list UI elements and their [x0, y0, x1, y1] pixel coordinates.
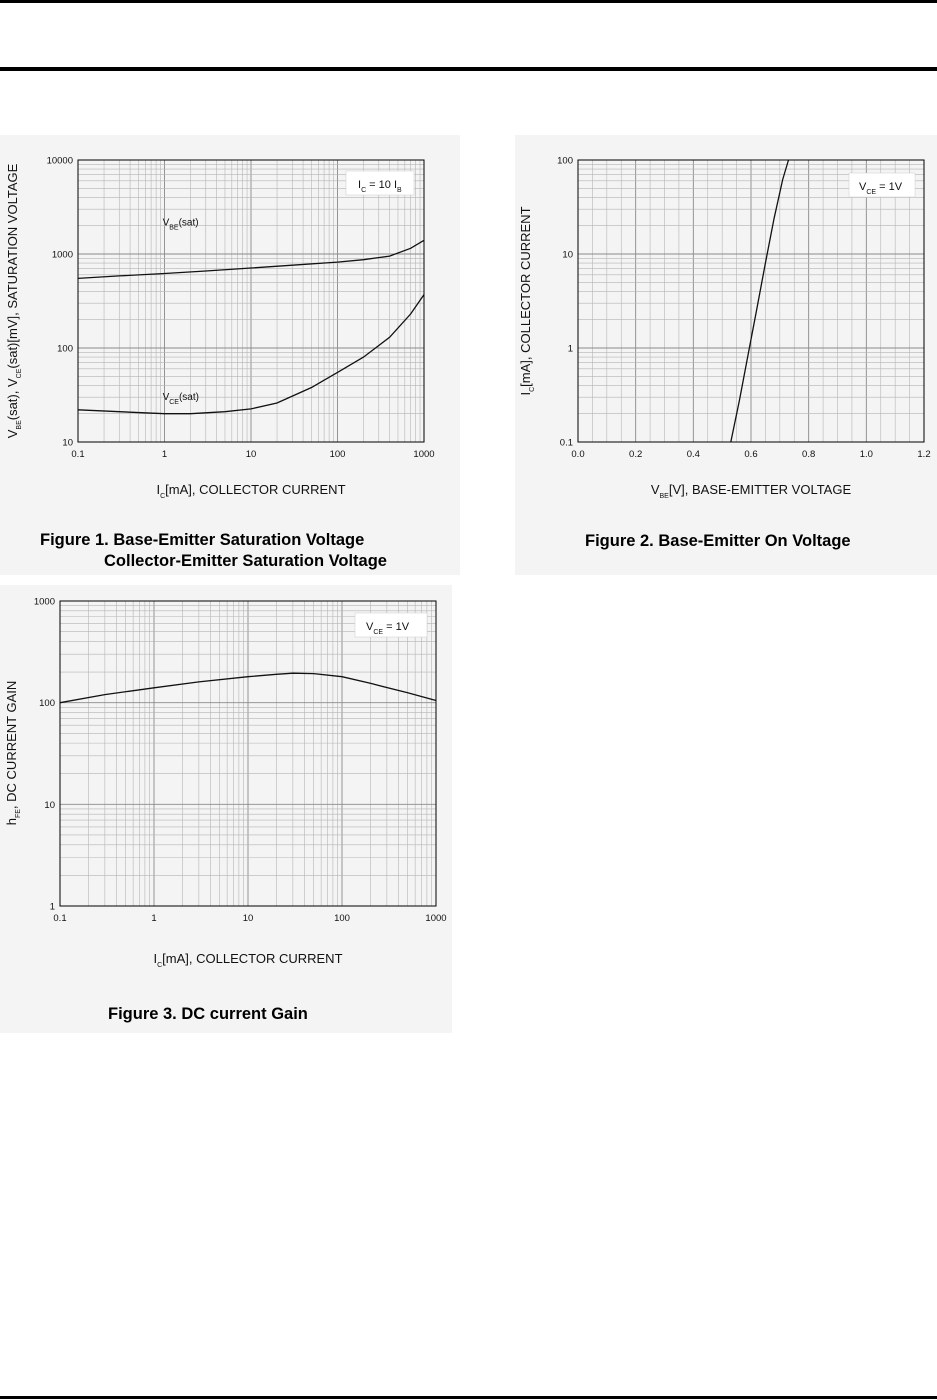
- figure-caption-line-1: Figure 1. Base-Emitter Saturation Voltage: [40, 531, 365, 549]
- x-tick-label: 1.0: [859, 449, 873, 460]
- x-axis-label: $I_C[mA]$, COLLECTOR CURRENT: [153, 951, 343, 969]
- footer-rule: [0, 1396, 937, 1399]
- x-axis-label: $V_{BE}[V]$, BASE-EMITTER VOLTAGE: [650, 482, 852, 500]
- figure-2-base-emitter-on-voltage: [515, 135, 937, 575]
- x-tick-label: 0.1: [71, 449, 85, 460]
- legend-label: $V_{CE} = 1V$: [366, 621, 410, 636]
- legend-label: $V_{CE} = 1V$: [859, 181, 903, 196]
- x-tick-label: 10: [242, 913, 254, 924]
- legend-label: $I_C = 10$ $I_B$: [358, 179, 402, 194]
- figure-caption-line-1: Figure 2. Base-Emitter On Voltage: [585, 532, 851, 550]
- y-axis-label: $V_{BE}(sat)$, $V_{CE}(sat)[mV]$, SATURATION VOLTAGE: [5, 163, 23, 439]
- y-axis-label: $h_{FE}$, DC CURRENT GAIN: [4, 680, 22, 826]
- x-tick-label: 0.0: [571, 449, 585, 460]
- x-tick-label: 100: [334, 913, 350, 924]
- top-rule: [0, 0, 937, 3]
- x-tick-label: 0.1: [53, 913, 67, 924]
- x-tick-label: 1000: [413, 449, 435, 460]
- y-tick-label: 1: [49, 901, 55, 913]
- y-tick-label: 1000: [33, 596, 55, 608]
- x-tick-label: 0.2: [629, 449, 643, 460]
- header-rule: [0, 67, 937, 71]
- y-tick-label: 10: [562, 249, 573, 261]
- x-tick-label: 100: [329, 449, 346, 460]
- x-tick-label: 1: [151, 913, 157, 924]
- figure-1-base-emitter-saturation-voltage: [0, 135, 460, 575]
- y-tick-label: 10000: [46, 155, 73, 167]
- x-tick-label: 0.8: [802, 449, 816, 460]
- y-tick-label: 1000: [51, 249, 73, 261]
- x-tick-label: 0.4: [686, 449, 700, 460]
- x-tick-label: 1000: [425, 913, 447, 924]
- x-tick-label: 1: [161, 449, 168, 460]
- y-tick-label: 100: [57, 343, 73, 355]
- x-tick-label: 10: [245, 449, 257, 460]
- y-tick-label: 100: [39, 698, 55, 710]
- series-label: $V_{CE}(sat)$: [162, 391, 199, 406]
- figure-caption-line-2: Collector-Emitter Saturation Voltage: [104, 552, 387, 570]
- x-tick-label: 0.6: [744, 449, 758, 460]
- y-tick-label: 100: [557, 155, 573, 167]
- figure-caption-line-1: Figure 3. DC current Gain: [108, 1005, 308, 1023]
- figure-3-dc-current-gain: [0, 585, 452, 1033]
- series-label: $V_{BE}(sat)$: [162, 217, 199, 232]
- y-tick-label: 10: [62, 437, 73, 449]
- y-tick-label: 0.1: [559, 437, 573, 449]
- x-axis-label: $I_C[mA]$, COLLECTOR CURRENT: [156, 482, 346, 500]
- y-tick-label: 10: [44, 799, 55, 811]
- y-axis-label: $I_C[mA]$, COLLECTOR CURRENT: [518, 206, 536, 396]
- y-tick-label: 1: [567, 343, 573, 355]
- x-tick-label: 1.2: [917, 449, 931, 460]
